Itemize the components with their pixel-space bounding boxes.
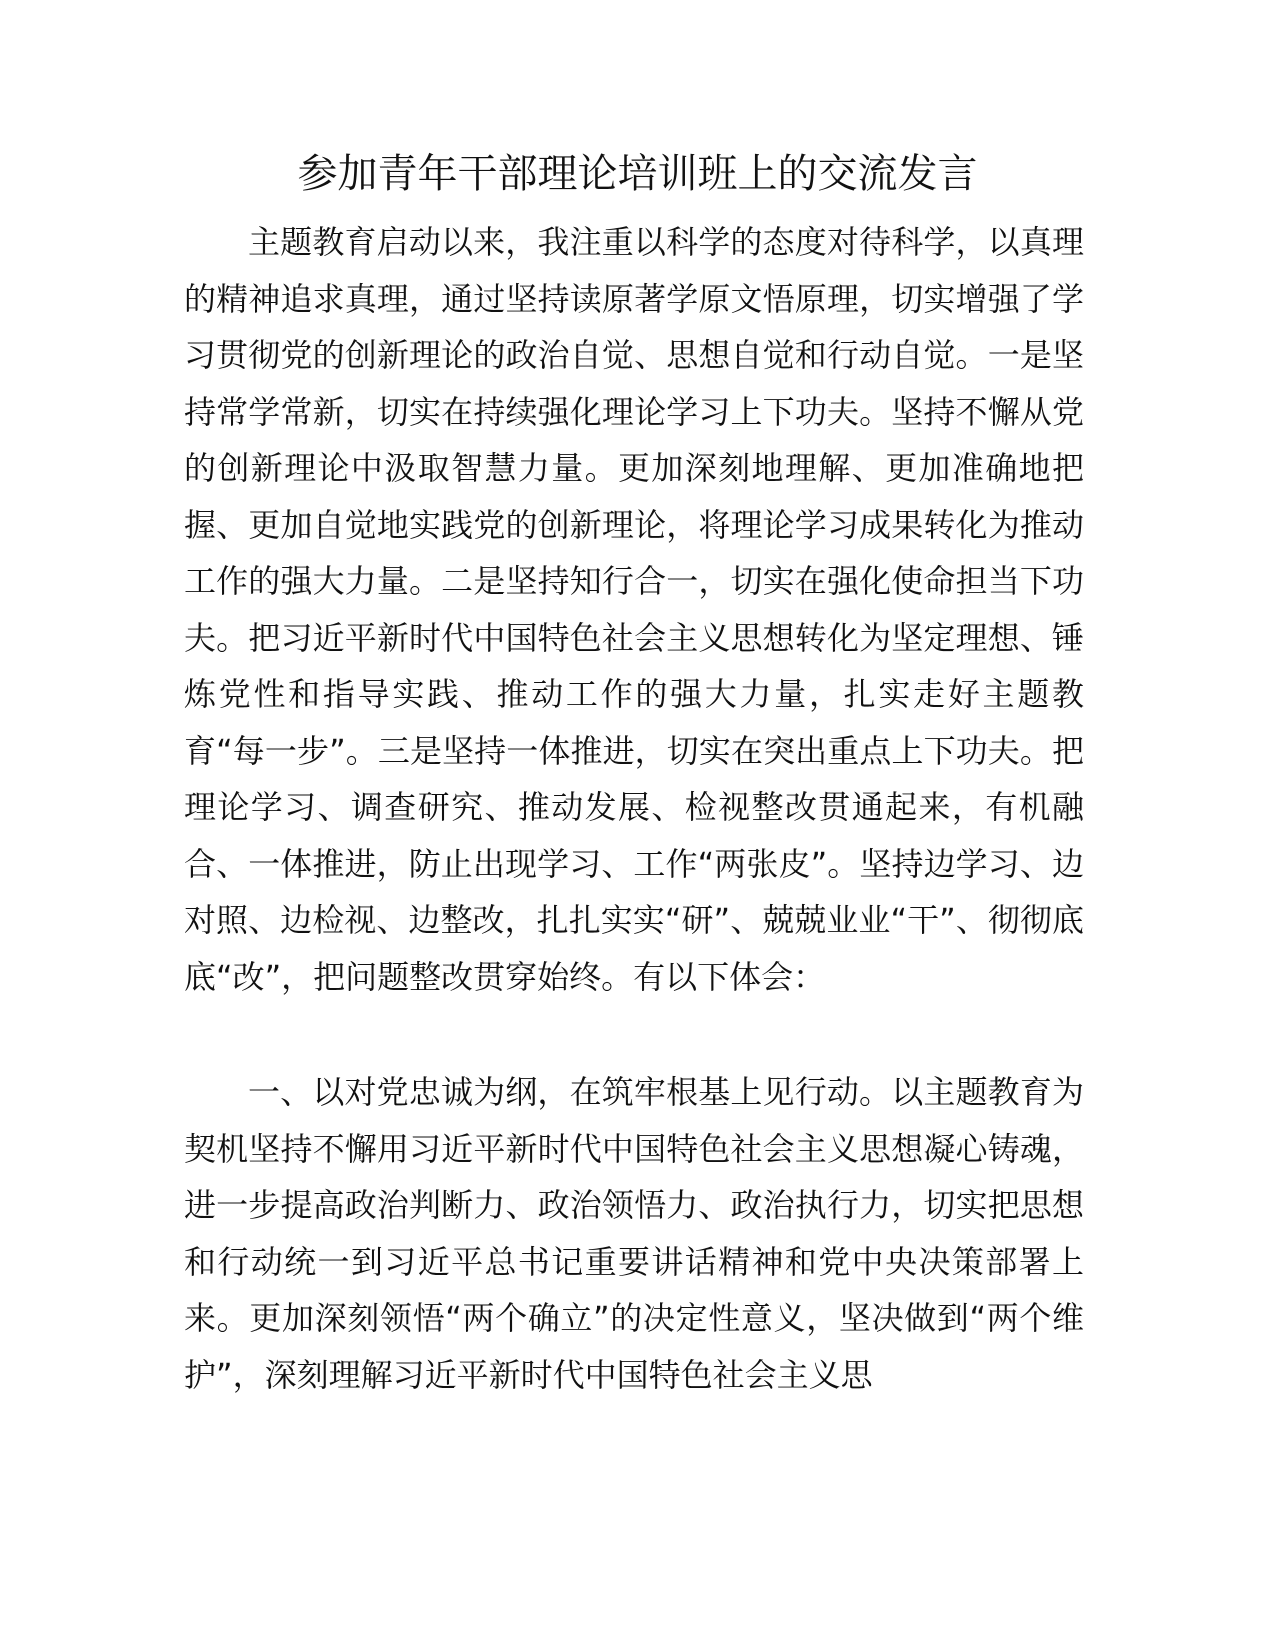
document-title: 参加青年干部理论培训班上的交流发言	[297, 151, 978, 197]
paragraph-section-one: 一、以对党忠诚为纲，在筑牢根基上见行动。以主题教育为契机坚持不懈用习近平新时代中国特色社会主义思想凝心铸魂，进一步提高政治判断力、政治领悟力、政治执行力，切实把思想和行动统一到习近平总书记重要讲话精神和党中央决策部署上来。更加深刻领悟“两个确立”的决定性意义，坚决做到“两个维护”，深刻理解习近平新时代中国特色社会主义思	[184, 1073, 1084, 1394]
paragraph-intro: 主题教育启动以来，我注重以科学的态度对待科学，以真理的精神追求真理，通过坚持读原著学原文悟原理，切实增强了学习贯彻党的创新理论的政治自觉、思想自觉和行动自觉。一是坚持常学常新，切实在持续强化理论学习上下功夫。坚持不懈从党的创新理论中汲取智慧力量。更加深刻地理解、更加准确地把握、更加自觉地实践党的创新理论，将理论学习成果转化为推动工作的强大力量。二是坚持知行合一，切实在强化使命担当下功夫。把习近平新时代中国特色社会主义思想转化为坚定理想、锤炼党性和指导实践、推动工作的强大力量，扎实走好主题教育“每一步”。三是坚持一体推进，切实在突出重点上下功夫。把理论学习、调查研究、推动发展、检视整改贯通起来，有机融合、一体推进，防止出现学习、工作“两张皮”。坚持边学习、边对照、边检视、边整改，扎扎实实“研”、兢兢业业“干”、彻彻底底“改”，把问题整改贯穿始终。有以下体会：	[184, 223, 1084, 996]
